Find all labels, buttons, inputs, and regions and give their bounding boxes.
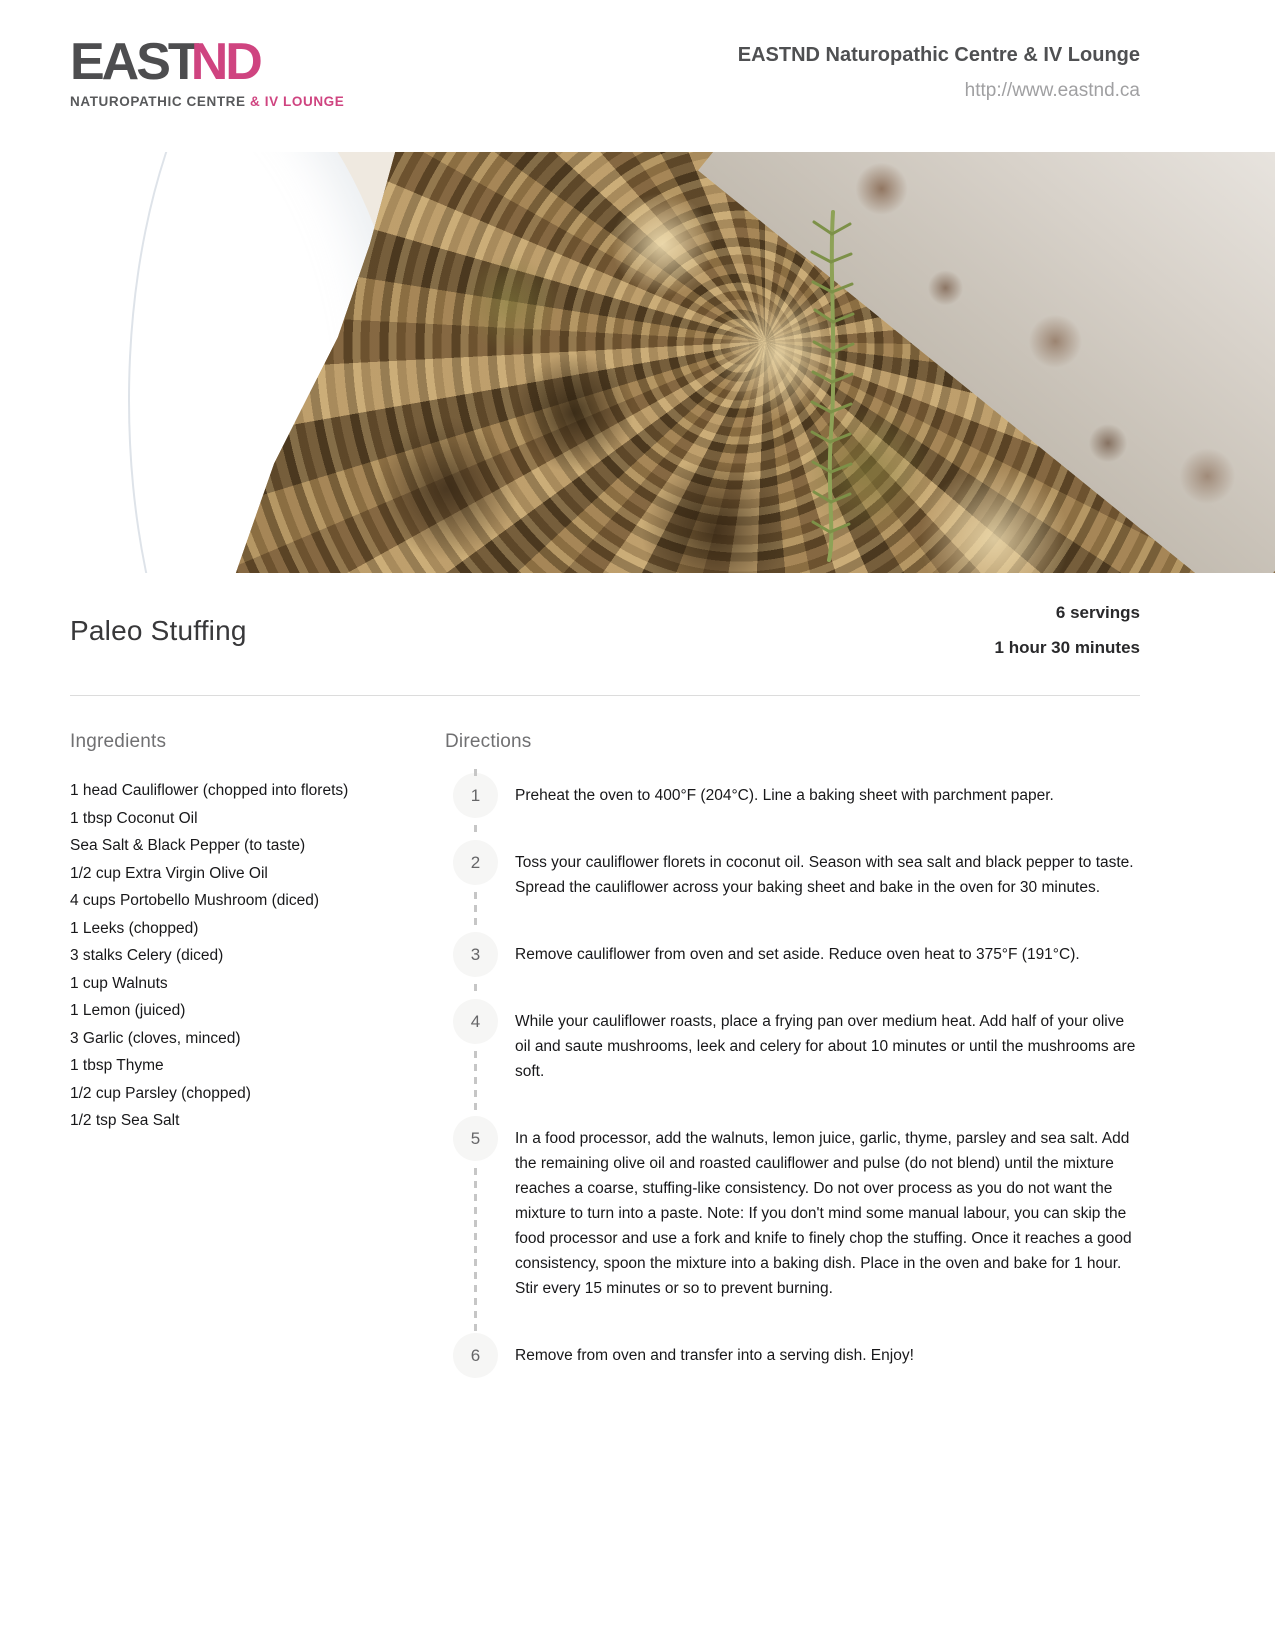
logo-subtitle-lounge: & IV LOUNGE xyxy=(250,94,345,109)
ingredient-item: 1/2 cup Extra Virgin Olive Oil xyxy=(70,864,268,882)
directions-section xyxy=(445,731,1140,1378)
title-row xyxy=(0,573,1275,659)
step-connector-line xyxy=(474,892,477,930)
directions-heading: Directions xyxy=(445,731,532,752)
direction-step xyxy=(453,932,1140,999)
step-number-badge: 4 xyxy=(453,999,498,1044)
ingredient-item: 1/2 cup Parsley (chopped) xyxy=(70,1084,251,1102)
ingredient-item: 1 Lemon (juiced) xyxy=(70,1002,186,1019)
step-text: Remove cauliflower from oven and set aside. Reduce oven heat to 375°F (191°C). xyxy=(515,946,1080,963)
eastnd-logo xyxy=(70,33,345,109)
site-url-link[interactable]: http://www.eastnd.ca xyxy=(964,80,1140,101)
recipe-meta xyxy=(995,601,1140,659)
direction-step xyxy=(453,773,1140,840)
step-number-badge: 1 xyxy=(453,773,498,818)
direction-step xyxy=(453,840,1140,932)
ingredient-item: 1/2 tsp Sea Salt xyxy=(70,1112,180,1129)
ingredient-item: 1 Leeks (chopped) xyxy=(70,919,199,937)
step-connector-line xyxy=(474,1051,477,1114)
ingredient-item: Sea Salt & Black Pepper (to taste) xyxy=(70,837,306,854)
step-rail xyxy=(453,1116,498,1333)
step-rail xyxy=(453,999,498,1116)
step-text: Toss your cauliflower florets in coconut oil. Season with sea salt and black pepper to taste. Spread the cauliflower across your baking sheet and bake in the oven for 30 minutes. xyxy=(515,854,1134,896)
step-connector-line xyxy=(474,1168,477,1331)
direction-step xyxy=(453,1116,1140,1333)
ingredients-list xyxy=(70,777,360,1135)
step-rail xyxy=(453,932,498,999)
thyme-sprig-icon xyxy=(771,204,891,564)
step-number-badge: 6 xyxy=(453,1333,498,1378)
step-connector-line xyxy=(474,984,477,997)
servings-label: 6 servings xyxy=(1055,603,1140,622)
ingredients-section xyxy=(70,731,360,1378)
step-text: Remove from oven and transfer into a serving dish. Enjoy! xyxy=(515,1347,914,1364)
total-time-label: 1 hour 30 minutes xyxy=(994,638,1140,657)
logo-wordmark xyxy=(70,33,344,91)
ingredient-item: 1 cup Walnuts xyxy=(70,974,168,992)
step-number-badge: 5 xyxy=(453,1116,498,1161)
content-columns xyxy=(0,696,1275,1378)
step-text: While your cauliflower roasts, place a frying pan over medium heat. Add half of your olive oil and saute mushrooms, leek and celery for about 10 minutes or until the mushrooms are soft. xyxy=(515,1013,1136,1080)
step-number-badge: 3 xyxy=(453,932,498,977)
recipe-title: Paleo Stuffing xyxy=(70,615,247,646)
page-header xyxy=(0,0,1275,152)
ingredient-item: 1 head Cauliflower (chopped into florets) xyxy=(70,782,349,799)
ingredient-item: 1 tbsp Coconut Oil xyxy=(70,809,198,827)
ingredient-item: 3 stalks Celery (diced) xyxy=(70,947,224,964)
step-text: In a food processor, add the walnuts, lemon juice, garlic, thyme, parsley and sea salt. Add the remaining olive oil and roasted cauliflower and pulse (do not blend) until the mixture reaches a coarse, stuffing-like consistency. Do not over process as you do not want the mixture to turn into a paste. Note: If you don't mind some manual labour, you can skip the food processor and use a fork and knife to finely chop the stuffing. Once it reaches a good consistency, spoon the mixture into a baking dish. Place in the oven and bake for 1 hour. Stir every 15 minutes or so to prevent burning. xyxy=(515,1130,1132,1297)
ingredient-item: 1 tbsp Thyme xyxy=(70,1057,164,1074)
step-number-badge: 2 xyxy=(453,840,498,885)
logo-subtitle-centre: NATUROPATHIC CENTRE xyxy=(70,94,246,109)
step-rail xyxy=(453,773,498,840)
header-site-info xyxy=(738,36,1140,102)
ingredient-item: 3 Garlic (cloves, minced) xyxy=(70,1029,241,1047)
step-connector-line xyxy=(474,825,477,838)
step-rail xyxy=(453,840,498,932)
logo-text-nd: ND xyxy=(190,33,260,91)
step-text: Preheat the oven to 400°F (204°C). Line a baking sheet with parchment paper. xyxy=(515,787,1054,804)
site-name: EASTND Naturopathic Centre & IV Lounge xyxy=(737,44,1140,66)
direction-step xyxy=(453,1333,1140,1378)
ingredient-item: 4 cups Portobello Mushroom (diced) xyxy=(70,892,319,909)
steps-list xyxy=(445,773,1140,1378)
recipe-photo xyxy=(0,152,1275,573)
logo-subtitle xyxy=(70,94,344,109)
logo-text-east: EAST xyxy=(70,33,197,91)
ingredients-heading: Ingredients xyxy=(70,731,167,752)
step-rail xyxy=(453,1333,498,1378)
direction-step xyxy=(453,999,1140,1116)
